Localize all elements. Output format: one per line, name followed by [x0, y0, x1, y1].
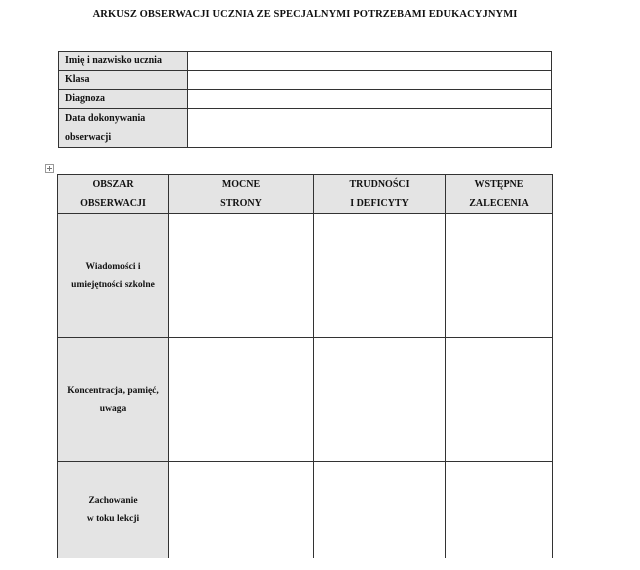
header-difficulties: TRUDNOŚCI I DEFICYTY: [314, 175, 446, 214]
recommendations-cell[interactable]: [446, 338, 553, 462]
student-name-field[interactable]: [188, 52, 552, 71]
recommendations-cell[interactable]: [446, 214, 553, 338]
document-title: ARKUSZ OBSERWACJI UCZNIA ZE SPECJALNYMI POTRZEBAMI EDUKACYJNYMI: [92, 9, 518, 20]
table-row: [58, 462, 553, 559]
difficulties-cell[interactable]: [314, 462, 446, 559]
recommendations-cell[interactable]: [446, 462, 553, 559]
info-row-class: [59, 71, 552, 90]
difficulties-cell[interactable]: [314, 214, 446, 338]
difficulties-cell[interactable]: [314, 338, 446, 462]
diagnosis-label: Diagnoza: [59, 90, 188, 109]
info-row-diagnosis: [59, 90, 552, 109]
area-concentration-memory: Koncentracja, pamięć, uwaga: [58, 338, 169, 462]
area-school-knowledge: Wiadomości i umiejętności szkolne: [58, 214, 169, 338]
class-field[interactable]: [188, 71, 552, 90]
header-strengths: MOCNE STRONY: [169, 175, 314, 214]
info-row-name: [59, 52, 552, 71]
strengths-cell[interactable]: [169, 214, 314, 338]
student-info-table: [58, 51, 552, 148]
info-row-date: [59, 109, 552, 148]
diagnosis-field[interactable]: [188, 90, 552, 109]
strengths-cell[interactable]: [169, 338, 314, 462]
observation-date-label: Data dokonywania obserwacji: [59, 109, 188, 148]
strengths-cell[interactable]: [169, 462, 314, 559]
student-name-label: Imię i nazwisko ucznia: [59, 52, 188, 71]
header-observation-area: OBSZAR OBSERWACJI: [58, 175, 169, 214]
observation-date-field[interactable]: [188, 109, 552, 148]
table-row: [58, 338, 553, 462]
header-recommendations: WSTĘPNE ZALECENIA: [446, 175, 553, 214]
table-move-handle-icon[interactable]: [45, 164, 54, 173]
observation-header-row: [58, 175, 553, 214]
observation-table: [57, 174, 553, 558]
class-label: Klasa: [59, 71, 188, 90]
table-row: [58, 214, 553, 338]
area-lesson-behavior: Zachowanie w toku lekcji: [58, 462, 169, 559]
